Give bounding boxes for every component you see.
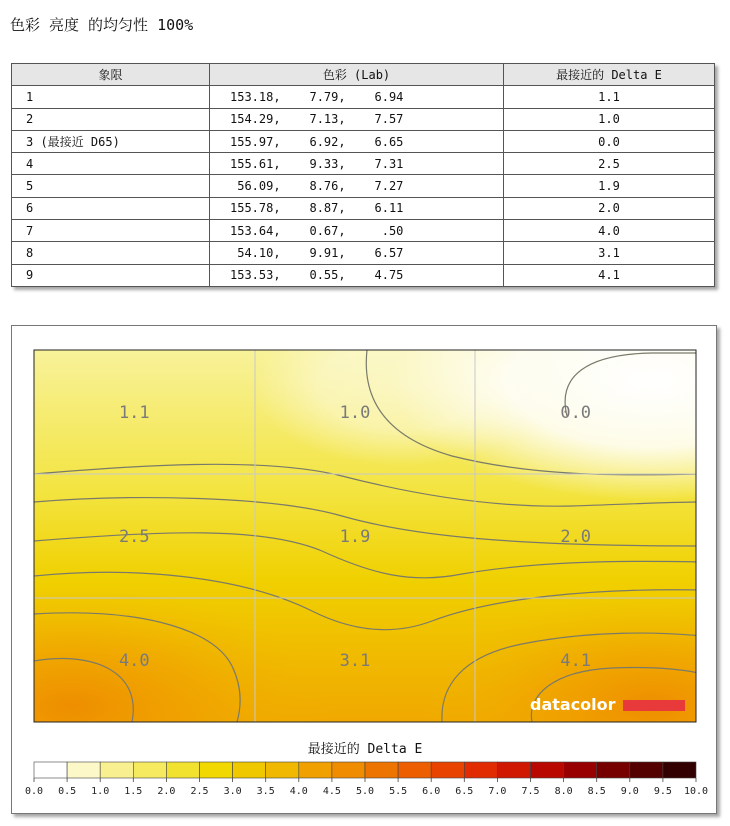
color-scale-tick-label: 8.0 bbox=[554, 786, 573, 797]
cell-quadrant: 1 bbox=[12, 86, 210, 108]
table-row bbox=[12, 264, 715, 286]
cell-label-6: 2.0 bbox=[560, 527, 592, 547]
color-scale-box bbox=[663, 762, 696, 778]
cell-lab: 155.97, 6.92, 6.65 bbox=[210, 130, 504, 152]
cell-quadrant: 6 bbox=[12, 197, 210, 219]
cell-delta-e: 4.0 bbox=[504, 220, 715, 242]
color-scale-box bbox=[67, 762, 100, 778]
color-scale-box bbox=[365, 762, 398, 778]
color-scale-tick-label: 3.5 bbox=[256, 786, 275, 797]
color-scale-box bbox=[630, 762, 663, 778]
cell-lab: 153.18, 7.79, 6.94 bbox=[210, 86, 504, 108]
header-delta-e: 最接近的 Delta E bbox=[504, 64, 715, 86]
color-scale-tick-label: 9.0 bbox=[620, 786, 639, 797]
heatmap-panel bbox=[11, 325, 717, 814]
color-scale-labels bbox=[25, 778, 708, 797]
color-scale-tick-label: 3.0 bbox=[223, 786, 242, 797]
color-scale-box bbox=[531, 762, 564, 778]
quadrant-table-container bbox=[11, 63, 715, 287]
cell-quadrant: 7 bbox=[12, 220, 210, 242]
header-lab: 色彩 (Lab) bbox=[210, 64, 504, 86]
table-row bbox=[12, 153, 715, 175]
cell-label-3: 0.0 bbox=[560, 403, 592, 423]
color-scale-tick-label: 8.5 bbox=[587, 786, 606, 797]
color-scale-tick-label: 1.0 bbox=[91, 786, 110, 797]
cell-delta-e: 1.1 bbox=[504, 86, 715, 108]
color-scale-tick-label: 7.0 bbox=[488, 786, 507, 797]
chart-title: 最接近的 Delta E bbox=[307, 742, 423, 757]
color-scale-box bbox=[233, 762, 266, 778]
color-scale-box bbox=[597, 762, 630, 778]
color-scale-tick-label: 6.5 bbox=[455, 786, 474, 797]
table-row bbox=[12, 220, 715, 242]
color-scale-tick-label: 5.0 bbox=[355, 786, 375, 797]
cell-label-8: 3.1 bbox=[339, 651, 371, 671]
color-scale-tick-label: 9.5 bbox=[653, 786, 672, 797]
color-scale-box bbox=[100, 762, 133, 778]
color-scale-box bbox=[332, 762, 365, 778]
color-scale-box bbox=[497, 762, 530, 778]
color-scale-tick-label: 0.0 bbox=[24, 786, 44, 797]
color-scale-tick-label: 6.0 bbox=[422, 786, 441, 797]
cell-label-7: 4.0 bbox=[118, 651, 150, 671]
color-scale-box bbox=[431, 762, 464, 778]
cell-quadrant: 5 bbox=[12, 175, 210, 197]
table-row bbox=[12, 108, 715, 130]
color-scale-tick-label: 2.0 bbox=[157, 786, 176, 797]
table-row bbox=[12, 86, 715, 108]
cell-quadrant: 4 bbox=[12, 153, 210, 175]
cell-quadrant: 2 bbox=[12, 108, 210, 130]
datacolor-wordmark: datacolor bbox=[530, 695, 616, 714]
color-scale bbox=[34, 762, 696, 778]
page-title: 色彩 亮度 的均匀性 100% bbox=[10, 16, 194, 34]
cell-label-4: 2.5 bbox=[118, 527, 150, 547]
color-scale-tick-label: 5.5 bbox=[389, 786, 408, 797]
color-scale-tick-label: 7.5 bbox=[521, 786, 540, 797]
cell-label-9: 4.1 bbox=[560, 651, 592, 671]
table-row bbox=[12, 175, 715, 197]
color-scale-tick-label: 0.5 bbox=[58, 786, 77, 797]
table-row bbox=[12, 130, 715, 152]
color-scale-box bbox=[564, 762, 597, 778]
cell-delta-e: 4.1 bbox=[504, 264, 715, 286]
color-scale-box bbox=[133, 762, 166, 778]
cell-lab: 153.64, 0.67, .50 bbox=[210, 220, 504, 242]
datacolor-logo-bar bbox=[623, 700, 685, 711]
cell-quadrant: 9 bbox=[12, 264, 210, 286]
quadrant-table bbox=[11, 63, 715, 287]
cell-delta-e: 1.0 bbox=[504, 108, 715, 130]
cell-delta-e: 1.9 bbox=[504, 175, 715, 197]
color-scale-tick-label: 1.5 bbox=[124, 786, 143, 797]
cell-quadrant: 8 bbox=[12, 242, 210, 264]
cell-lab: 155.78, 8.87, 6.11 bbox=[210, 197, 504, 219]
cell-quadrant: 3 (最接近 D65) bbox=[12, 130, 210, 152]
cell-label-2: 1.0 bbox=[339, 403, 371, 423]
color-scale-box bbox=[266, 762, 299, 778]
color-scale-box bbox=[34, 762, 67, 778]
header-quadrant: 象限 bbox=[12, 64, 210, 86]
cell-lab: 153.53, 0.55, 4.75 bbox=[210, 264, 504, 286]
cell-lab: 54.10, 9.91, 6.57 bbox=[210, 242, 504, 264]
color-scale-tick-label: 4.5 bbox=[322, 786, 341, 797]
cell-delta-e: 2.5 bbox=[504, 153, 715, 175]
color-scale-box bbox=[464, 762, 497, 778]
color-scale-box bbox=[398, 762, 431, 778]
cell-delta-e: 2.0 bbox=[504, 197, 715, 219]
color-scale-box bbox=[299, 762, 332, 778]
cell-label-5: 1.9 bbox=[339, 527, 371, 547]
color-scale-tick-label: 2.5 bbox=[190, 786, 209, 797]
cell-lab: 56.09, 8.76, 7.27 bbox=[210, 175, 504, 197]
table-header-row bbox=[12, 64, 715, 86]
table-row bbox=[12, 242, 715, 264]
cell-lab: 155.61, 9.33, 7.31 bbox=[210, 153, 504, 175]
cell-lab: 154.29, 7.13, 7.57 bbox=[210, 108, 504, 130]
cell-label-1: 1.1 bbox=[118, 403, 150, 423]
cell-delta-e: 0.0 bbox=[504, 130, 715, 152]
cell-delta-e: 3.1 bbox=[504, 242, 715, 264]
color-scale-box bbox=[166, 762, 199, 778]
color-scale-tick-label: 10.0 bbox=[683, 786, 709, 797]
uniformity-heatmap bbox=[12, 326, 718, 815]
table-row bbox=[12, 197, 715, 219]
color-scale-tick-label: 4.0 bbox=[289, 786, 308, 797]
color-scale-box bbox=[200, 762, 233, 778]
